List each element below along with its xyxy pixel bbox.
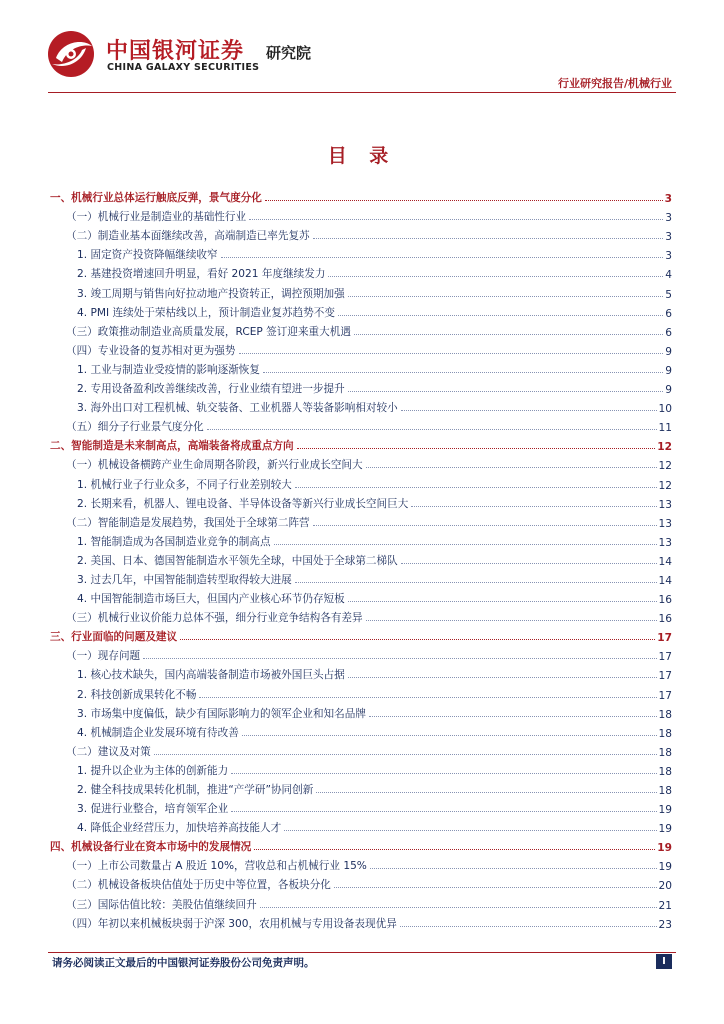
toc-leader-dots: [354, 334, 663, 335]
toc-entry-page: 21: [658, 899, 672, 912]
toc-entry-page: 3: [664, 193, 672, 206]
table-of-contents: [50, 186, 672, 931]
toc-entry-title: 2. 科技创新成果转化不畅: [77, 688, 197, 701]
toc-entry-title: 4. 机械制造企业发展环境有待改善: [77, 726, 239, 739]
toc-entry-page: 9: [665, 364, 672, 377]
disclaimer-text: 请务必阅读正文最后的中国银河证券股份公司免责声明。: [52, 957, 315, 969]
toc-leader-dots: [199, 697, 656, 698]
toc-entry[interactable]: [50, 358, 672, 377]
toc-leader-dots: [143, 658, 656, 659]
header-divider: [48, 92, 676, 93]
toc-entry-title: 二、智能制造是未来制高点，高端装备将成重点方向: [50, 440, 294, 453]
toc-entry-title: （四）年初以来机械板块弱于沪深 300，农用机械与专用设备表现优异: [66, 917, 397, 930]
toc-leader-dots: [254, 849, 655, 850]
toc-leader-dots: [284, 830, 656, 831]
toc-entry-page: 17: [657, 632, 672, 645]
toc-entry-title: 3. 过去几年，中国智能制造转型取得较大进展: [77, 573, 292, 586]
toc-leader-dots: [265, 200, 663, 201]
toc-leader-dots: [297, 448, 656, 449]
toc-entry[interactable]: [50, 530, 672, 549]
toc-entry-title: 1. 提升以企业为主体的创新能力: [77, 764, 229, 777]
toc-entry-title: （二）智能制造是发展趋势，我国处于全球第二阵营: [66, 516, 310, 529]
toc-leader-dots: [295, 487, 657, 488]
toc-leader-dots: [370, 868, 657, 869]
toc-leader-dots: [260, 907, 657, 908]
toc-leader-dots: [348, 601, 657, 602]
toc-entry-page: 12: [658, 460, 672, 473]
toc-entry[interactable]: [50, 702, 672, 721]
page-title: 目 录: [327, 145, 397, 167]
toc-entry-title: （二）制造业基本面继续改善，高端制造已率先复苏: [66, 230, 310, 243]
toc-entry[interactable]: [50, 377, 672, 396]
toc-entry-title: 2. 健全科技成果转化机制，推进“产学研”协同创新: [77, 784, 314, 796]
toc-entry[interactable]: [50, 682, 672, 701]
toc-entry-title: （三）国际估值比较：美股估值继续回升: [66, 898, 257, 911]
toc-entry-page: 3: [665, 231, 672, 244]
toc-entry-page: 3: [665, 250, 672, 263]
toc-leader-dots: [207, 429, 657, 430]
toc-entry-title: （一）机械设备横跨产业生命周期各阶段，新兴行业成长空间大: [66, 459, 363, 472]
toc-entry-page: 4: [665, 269, 672, 282]
toc-entry-title: （四）专业设备的复苏相对更为强势: [66, 344, 236, 357]
toc-entry-page: 13: [658, 536, 672, 549]
toc-entry-page: 19: [658, 861, 672, 874]
toc-entry-title: 2. 长期来看，机器人、锂电设备、半导体设备等新兴行业成长空间巨大: [77, 497, 409, 510]
toc-leader-dots: [242, 735, 657, 736]
toc-entry-page: 17: [658, 689, 672, 702]
toc-entry-title: 四、机械设备行业在资本市场中的发展情况: [50, 841, 252, 854]
toc-entry-page: 18: [658, 727, 672, 740]
toc-entry[interactable]: [50, 301, 672, 320]
toc-leader-dots: [180, 639, 655, 640]
toc-entry-title: （二）机械设备板块估值处于历史中等位置，各板块分化: [66, 879, 331, 892]
toc-entry[interactable]: [50, 320, 672, 339]
toc-entry-page: 18: [658, 765, 672, 778]
toc-entry-page: 16: [658, 594, 672, 607]
toc-entry-title: 一、机械行业总体运行触底反弹，景气度分化: [50, 192, 262, 205]
toc-entry-page: 18: [658, 746, 672, 759]
toc-entry[interactable]: [50, 625, 672, 644]
toc-entry-title: 1. 固定资产投资降幅继续收窄: [77, 249, 218, 262]
toc-entry-title: （三）政策推动制造业高质量发展，RCEP 签订迎来重大机遇: [66, 325, 351, 338]
toc-leader-dots: [328, 276, 663, 277]
toc-entry-page: 20: [658, 880, 672, 893]
toc-leader-dots: [348, 391, 664, 392]
toc-leader-dots: [401, 563, 657, 564]
toc-entry[interactable]: [50, 892, 672, 911]
toc-entry-title: （一）现存问题: [66, 650, 141, 663]
toc-entry[interactable]: [50, 721, 672, 740]
toc-entry[interactable]: [50, 873, 672, 892]
toc-entry[interactable]: [50, 912, 672, 931]
toc-entry[interactable]: [50, 243, 672, 262]
toc-entry-title: 1. 核心技术缺失，国内高端装备制造市场被外国巨头占据: [77, 669, 345, 682]
toc-entry-title: 1. 工业与制造业受疫情的影响逐渐恢复: [77, 363, 260, 376]
toc-entry[interactable]: [50, 224, 672, 243]
toc-leader-dots: [338, 315, 663, 316]
toc-leader-dots: [348, 677, 657, 678]
logo-institute-name: 研究院: [266, 44, 312, 62]
galaxy-securities-logo-icon: [44, 28, 100, 80]
toc-entry[interactable]: [50, 339, 672, 358]
toc-leader-dots: [369, 716, 657, 717]
toc-entry-page: 11: [658, 422, 672, 435]
toc-entry-title: 三、行业面临的问题及建议: [50, 631, 178, 644]
toc-entry[interactable]: [50, 549, 672, 568]
toc-leader-dots: [231, 773, 656, 774]
toc-entry[interactable]: [50, 281, 672, 300]
toc-entry[interactable]: [50, 492, 672, 511]
toc-leader-dots: [411, 506, 656, 507]
toc-entry[interactable]: [50, 434, 672, 453]
toc-leader-dots: [401, 410, 657, 411]
toc-leader-dots: [263, 372, 663, 373]
toc-entry-page: 18: [658, 708, 672, 721]
toc-entry-page: 14: [658, 555, 672, 568]
toc-leader-dots: [400, 926, 657, 927]
toc-entry-page: 19: [657, 842, 672, 855]
toc-entry[interactable]: [50, 587, 672, 606]
toc-entry-title: （五）细分子行业景气度分化: [66, 421, 204, 434]
toc-entry[interactable]: [50, 568, 672, 587]
toc-entry[interactable]: [50, 606, 672, 625]
toc-entry-page: 14: [658, 574, 672, 587]
toc-leader-dots: [334, 887, 657, 888]
toc-entry-title: （一）机械行业是制造业的基础性行业: [66, 211, 247, 224]
toc-entry-page: 19: [658, 823, 672, 836]
toc-entry-page: 19: [658, 804, 672, 817]
toc-entry-title: 3. 海外出口对工程机械、轨交装备、工业机器人等装备影响相对较小: [77, 402, 398, 415]
toc-leader-dots: [295, 582, 657, 583]
toc-leader-dots: [221, 257, 664, 258]
toc-leader-dots: [249, 219, 663, 220]
footer-divider: [48, 952, 676, 953]
toc-entry[interactable]: [50, 415, 672, 434]
toc-leader-dots: [313, 525, 657, 526]
toc-leader-dots: [366, 467, 657, 468]
toc-entry-page: 6: [665, 326, 672, 339]
toc-entry-page: 12: [658, 479, 672, 492]
toc-entry-page: 9: [665, 345, 672, 358]
toc-entry-page: 3: [665, 212, 672, 225]
toc-entry-page: 5: [665, 288, 672, 301]
toc-entry-page: 6: [665, 307, 672, 320]
toc-entry-title: 3. 竣工周期与销售向好拉动地产投资转正，调控预期加强: [77, 287, 345, 300]
toc-entry[interactable]: [50, 396, 672, 415]
toc-entry-title: 3. 促进行业整合，培育领军企业: [77, 803, 229, 816]
toc-entry-title: 1. 机械行业子行业众多，不同子行业差别较大: [77, 478, 292, 491]
toc-entry[interactable]: [50, 797, 672, 816]
toc-entry[interactable]: [50, 778, 672, 797]
toc-entry[interactable]: [50, 816, 672, 835]
toc-entry-title: 2. 美国、日本、德国智能制造水平领先全球，中国处于全球第二梯队: [77, 554, 398, 567]
logo-chinese-name: 中国银河证券: [106, 39, 245, 64]
toc-entry[interactable]: [50, 835, 672, 854]
toc-leader-dots: [274, 544, 657, 545]
toc-leader-dots: [316, 792, 656, 793]
toc-entry-title: 3. 市场集中度偏低，缺少有国际影响力的领军企业和知名品牌: [77, 707, 366, 720]
toc-entry[interactable]: [50, 262, 672, 281]
toc-entry-page: 9: [665, 384, 672, 397]
toc-entry[interactable]: [50, 453, 672, 472]
toc-entry-page: 12: [657, 441, 672, 454]
toc-entry-page: 13: [658, 517, 672, 530]
toc-entry[interactable]: [50, 511, 672, 530]
report-type-label: 行业研究报告/机械行业: [557, 77, 672, 90]
toc-entry[interactable]: [50, 644, 672, 663]
toc-entry-title: 4. PMI 连续处于荣枯线以上，预计制造业复苏趋势不变: [77, 306, 335, 319]
company-logo: [44, 28, 314, 80]
toc-leader-dots: [231, 811, 656, 812]
toc-entry[interactable]: [50, 472, 672, 491]
toc-entry-page: 10: [658, 403, 672, 416]
toc-entry-title: （三）机械行业议价能力总体不强，细分行业竞争结构各有差异: [66, 612, 363, 625]
toc-entry-title: 4. 中国智能制造市场巨大，但国内产业核心环节仍存短板: [77, 593, 345, 606]
toc-entry[interactable]: [50, 205, 672, 224]
toc-entry-title: 1. 智能制造成为各国制造业竞争的制高点: [77, 535, 271, 548]
toc-entry[interactable]: [50, 740, 672, 759]
toc-entry[interactable]: [50, 186, 672, 205]
toc-entry[interactable]: [50, 759, 672, 778]
toc-leader-dots: [239, 353, 664, 354]
logo-english-name: CHINA GALAXY SECURITIES: [107, 62, 260, 73]
toc-entry-title: 2. 基建投资增速回升明显，看好 2021 年度继续发力: [77, 268, 326, 281]
toc-leader-dots: [313, 238, 664, 239]
toc-entry-page: 13: [658, 498, 672, 511]
toc-entry-title: （一）上市公司数量占 A 股近 10%，营收总和占机械行业 15%: [66, 860, 367, 873]
toc-entry-page: 18: [658, 785, 672, 797]
toc-entry-title: 2. 专用设备盈利改善继续改善，行业业绩有望进一步提升: [77, 383, 345, 396]
toc-entry[interactable]: [50, 663, 672, 682]
toc-entry-page: 17: [658, 651, 672, 664]
toc-leader-dots: [348, 296, 664, 297]
toc-entry-page: 23: [658, 918, 672, 931]
toc-leader-dots: [366, 620, 657, 621]
toc-entry-page: 16: [658, 613, 672, 626]
toc-entry-title: 4. 降低企业经营压力，加快培养高技能人才: [77, 822, 282, 835]
toc-leader-dots: [154, 754, 657, 755]
toc-entry-title: （二）建议及对策: [66, 745, 151, 758]
page-number: I: [656, 954, 672, 969]
toc-entry[interactable]: [50, 854, 672, 873]
toc-entry-page: 17: [658, 670, 672, 683]
